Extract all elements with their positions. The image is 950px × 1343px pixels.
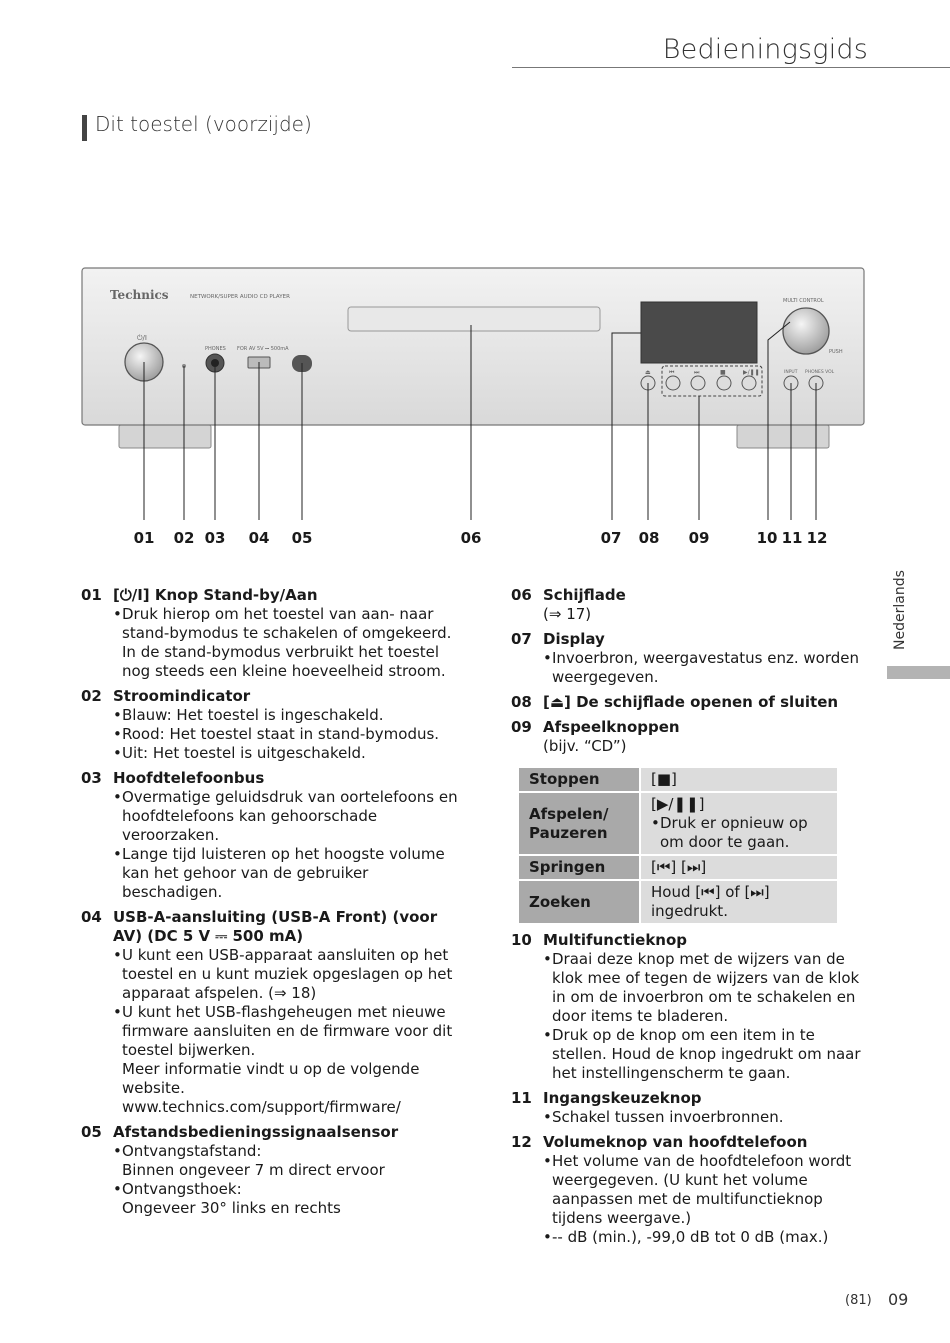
table-row [519,856,837,879]
skip-forward-button [691,376,705,390]
item-title: Schijflade [543,586,626,604]
item-title: USB-A-aansluiting (USB-A Front) (voor AV) (DC 5 V ⎓ 500 mA) [113,908,438,945]
callout-03: 03 [204,529,226,547]
bullet-line: • Druk hierop om het toestel van aan- naar stand-bymodus te schakelen of omgekeerd. In de stand-bymodus verbruikt het toestel nog steeds een kleine hoeveelheid stroom. [113,605,461,681]
item-number: 04 [81,908,102,926]
svg-text:⏭: ⏭ [694,369,700,376]
line-text: U kunt een USB-apparaat aansluiten op het toestel en u kunt muziek opgeslagen op het apparaat afspelen. (⇒ 18) [122,946,453,1002]
item-title: Afspeelknoppen [543,718,680,736]
table-row [519,793,837,854]
page-number: 09 [888,1290,909,1309]
callout-09: 09 [688,529,710,547]
line-text: Lange tijd luisteren op het hoogste volume kan het gehoor van de gebruiker beschadigen. [122,845,445,901]
left-column [81,586,461,1224]
line-text: Uit: Het toestel is uitgeschakeld. [122,744,366,762]
item-number: 12 [511,1133,532,1151]
list-item [511,931,873,1083]
callout-08: 08 [638,529,660,547]
item-title: Afstandsbedieningssignaalsensor [113,1123,399,1141]
svg-text:⏏: ⏏ [645,369,651,376]
left-foot [119,425,211,448]
item-number: 07 [511,630,532,648]
text-line [113,1199,461,1218]
line-text: Ontvangsthoek: [122,1180,242,1198]
text-line [113,1161,461,1180]
text-line [113,1098,461,1117]
device-front-illustration [0,0,950,560]
list-item [511,718,873,756]
bullet-line: • Rood: Het toestel staat in stand-bymodus. [113,725,440,743]
line-text: -- dB (min.), -99,0 dB tot 0 dB (max.) [552,1228,829,1246]
line-text: Schakel tussen invoerbronnen. [552,1108,784,1126]
line-text: Invoerbron, weergavestatus enz. worden weergegeven. [552,649,860,686]
item-number: 08 [511,693,532,711]
callout-numbers [134,529,828,547]
right-column [511,586,873,1253]
power-symbol-label: ⏻/I [137,334,147,342]
brand-logo: Technics [110,288,169,302]
page-header-title: Bedieningsgids [662,34,868,65]
line-text: Ongeveer 30° links en rechts [122,1199,341,1217]
line-text: Blauw: Het toestel is ingeschakeld. [122,706,384,724]
list-item [81,908,461,1117]
list-item [81,586,461,681]
table-key: Zoeken [519,881,639,923]
item-number: 01 [81,586,102,604]
line-text: Het volume van de hoofdtelefoon wordt weergegeven. (U kunt het volume aanpassen met de multifunctieknop tijdens weergave.) [552,1152,852,1227]
item-title: Stroomindicator [113,687,251,705]
multi-control-knob [783,308,829,354]
table-key: Afspelen/ Pauzeren [519,793,639,854]
section-title: Dit toestel (voorzijde) [95,112,312,136]
phones-label: PHONES [205,346,226,352]
item-title: Hoofdtelefoonbus [113,769,265,787]
line-text: Rood: Het toestel staat in stand-bymodus. [122,725,440,743]
bullet-line: • Draai deze knop met de wijzers van de klok mee of tegen de wijzers van de klok in om de invoerbron om te schakelen en door items te bladeren. [543,950,873,1026]
table-key: Springen [519,856,639,879]
bullet-line: • Ontvangsthoek: [113,1180,242,1198]
bullet-line: • U kunt het USB-flashgeheugen met nieuwe firmware aansluiten en de firmware voor dit toestel bijwerken. [113,1003,461,1060]
callout-01: 01 [133,529,155,547]
bullet-line: • Lange tijd luisteren op het hoogste volume kan het gehoor van de gebruiker beschadigen. [113,845,461,902]
callout-02: 02 [173,529,195,547]
play-pause-button [742,376,756,390]
stop-button [717,376,731,390]
right-foot [737,425,829,448]
table-value: Houd [⏮] of [⏭] ingedrukt. [641,881,837,923]
bullet-line: • Druk op de knop om een item in te stellen. Houd de knop ingedrukt om naar het instellingenscherm te gaan. [543,1026,873,1083]
list-item [511,1089,873,1127]
line-text: Druk op de knop om een item in te stellen. Houd de knop ingedrukt om naar het instellingenscherm te gaan. [552,1026,861,1082]
item-title: Multifunctieknop [543,931,688,949]
bullet-line: • Ontvangstafstand: [113,1142,262,1160]
bullet-line: • Blauw: Het toestel is ingeschakeld. [113,706,384,724]
item-title: [⏏] De schijflade openen of sluiten [543,693,839,711]
bullet-line: • Overmatige geluidsdruk van oortelefoons en hoofdtelefoons kan gehoorschade veroorzaken. [113,788,461,845]
bullet-line: • Het volume van de hoofdtelefoon wordt weergegeven. (U kunt het volume aanpassen met de multifunctieknop tijdens weergave.) [543,1152,873,1228]
language-tab [880,565,920,655]
bullet-line: • Uit: Het toestel is uitgeschakeld. [113,744,366,762]
table-value: [■] [641,768,837,791]
item-title: Ingangskeuzeknop [543,1089,702,1107]
text-line [543,737,873,756]
line-text: U kunt het USB-flashgeheugen met nieuwe firmware aansluiten en de firmware voor dit toestel bijwerken. [122,1003,453,1059]
table-value: [⏮] [⏭] [641,856,837,879]
list-item [511,630,873,687]
phones-vol-label: PHONES VOL [805,370,835,375]
svg-text:⏮: ⏮ [669,369,675,376]
item-title: [⏻/I] Knop Stand-by/Aan [113,586,318,604]
svg-text:■: ■ [720,369,726,376]
footer-reference: (81) [845,1293,872,1308]
text-line [113,1060,461,1098]
text-line [543,605,873,624]
list-item [511,1133,873,1247]
table-value-note: • Druk er opnieuw op om door te gaan. [651,814,808,851]
table-value [641,793,837,854]
item-number: 02 [81,687,102,705]
item-title: Volumeknop van hoofdtelefoon [543,1133,808,1151]
language-tab-bar [887,666,950,679]
item-number: 09 [511,718,532,736]
input-label: INPUT [784,370,798,375]
callout-12: 12 [806,529,828,547]
disc-tray [348,307,600,331]
bullet-line: • -- dB (min.), -99,0 dB tot 0 dB (max.) [543,1228,829,1246]
line-text: Binnen ongeveer 7 m direct ervoor [122,1161,385,1179]
table-value-main: [▶/❚❚] [651,795,705,813]
bullet-line: • Schakel tussen invoerbronnen. [543,1108,784,1126]
skip-back-button [666,376,680,390]
push-label: PUSH [829,349,843,355]
table-key: Stoppen [519,768,639,791]
bullet-line: • Invoerbron, weergavestatus enz. worden weergegeven. [543,649,873,687]
list-item [511,586,873,624]
item-number: 05 [81,1123,102,1141]
item-number: 10 [511,931,532,949]
list-item [81,769,461,902]
callout-07: 07 [600,529,622,547]
svg-text:▶/❚❚: ▶/❚❚ [743,369,760,376]
bullet-line: • U kunt een USB-apparaat aansluiten op het toestel en u kunt muziek opgeslagen op het apparaat afspelen. (⇒ 18) [113,946,461,1003]
list-item [81,687,461,763]
item-number: 11 [511,1089,532,1107]
line-text: Druk hierop om het toestel van aan- naar stand-bymodus te schakelen of omgekeerd. In de stand-bymodus verbruikt het toestel nog steeds een kleine hoeveelheid stroom. [122,605,452,680]
language-tab-label: Nederlands [892,570,908,650]
item-number: 06 [511,586,532,604]
model-label: NETWORK/SUPER AUDIO CD PLAYER [190,294,290,300]
list-item [81,1123,461,1218]
list-item [511,693,873,712]
line-text: (⇒ 17) [543,605,592,623]
multi-control-label: MULTI CONTROL [783,298,824,304]
callout-05: 05 [291,529,313,547]
table-row [519,881,837,923]
line-text: Meer informatie vindt u op de volgende website. [122,1060,420,1097]
usb-label: FOR AV 5V ⎓ 500mA [237,346,289,352]
callout-11: 11 [781,529,803,547]
callout-04: 04 [248,529,270,547]
table-row [519,768,837,791]
callout-10: 10 [756,529,778,547]
item-title: Display [543,630,605,648]
display-screen [641,302,757,363]
line-text: Overmatige geluidsdruk van oortelefoons en hoofdtelefoons kan gehoorschade veroorzaken. [122,788,458,844]
line-text: Draai deze knop met de wijzers van de klok mee of tegen de wijzers van de klok in om de invoerbron om te schakelen en door items te bladeren. [552,950,860,1025]
line-text: (bijv. “CD”) [543,737,627,755]
play-buttons-table [517,766,839,925]
line-text: www.technics.com/support/firmware/ [122,1098,401,1116]
item-number: 03 [81,769,102,787]
line-text: Ontvangstafstand: [122,1142,262,1160]
callout-06: 06 [460,529,482,547]
